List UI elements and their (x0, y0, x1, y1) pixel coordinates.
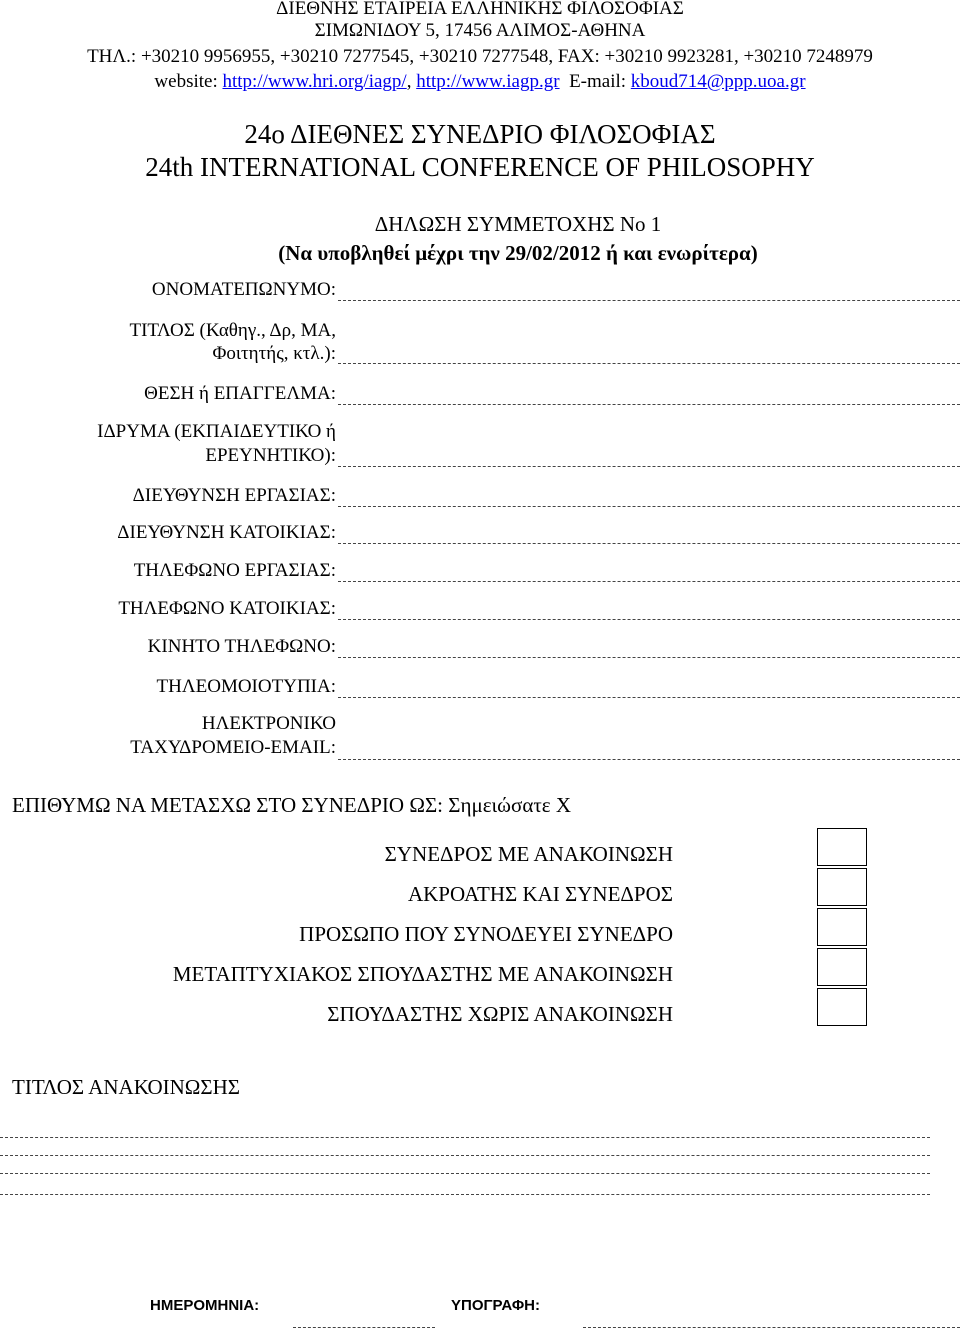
signature-line[interactable] (583, 1327, 960, 1328)
field-label-fax: ΤΗΛΕΟΜΟΙΟΤΥΠΙΑ: (156, 676, 336, 697)
email-link[interactable]: kboud714@ppp.uoa.gr (630, 71, 806, 92)
field-label-email-line1: ΗΛΕΚΤΡΟΝΙΚΟ (201, 713, 336, 734)
field-label-institution-line1: ΙΔΡΥΜΑ (ΕΚΠΑΙΔΕΥΤΙΚΟ ή (97, 421, 336, 442)
paper-title-label: ΤΙΤΛΟΣ ΑΝΑΚΟΙΝΩΣΗΣ (12, 1075, 240, 1099)
form-title: ΔΗΛΩΣΗ ΣΥΜΜΕΤΟΧΗΣ Νο 1 (374, 212, 662, 236)
field-line-position[interactable] (338, 404, 960, 405)
field-label-mobile-phone: ΚΙΝΗΤΟ ΤΗΛΕΦΩΝΟ: (147, 636, 336, 657)
field-label-email-line2: ΤΑΧΥΔΡΟΜΕΙΟ-EMAIL: (130, 737, 336, 758)
option-label-postgrad-with-paper: ΜΕΤΑΠΤΥΧΙΑΚΟΣ ΣΠΟΥΔΑΣΤΗΣ ΜΕ ΑΝΑΚΟΙΝΩΣΗ (172, 962, 673, 986)
field-label-home-address: ΔΙΕΥΘΥΝΣΗ ΚΑΤΟΙΚΙΑΣ: (117, 522, 336, 543)
conference-title-english: 24th INTERNATIONAL CONFERENCE OF PHILOSOPHY (145, 152, 815, 182)
paper-title-line-4[interactable] (0, 1194, 930, 1195)
field-label-work-phone: ΤΗΛΕΦΩΝΟ ΕΡΓΑΣΙΑΣ: (133, 560, 336, 581)
link-separator: , (406, 71, 412, 92)
org-contact-line (0, 71, 960, 93)
field-label-position: ΘΕΣΗ ή ΕΠΑΓΓΕΛΜΑ: (144, 383, 336, 404)
field-line-fax[interactable] (338, 697, 960, 698)
org-phones: ΤΗΛ.: +30210 9956955, +30210 7277545, +30210 7277548, FAX: +30210 9923281, +30210 7248979 (87, 46, 873, 67)
field-line-work-phone[interactable] (338, 581, 960, 582)
field-label-home-phone: ΤΗΛΕΦΩΝΟ ΚΑΤΟΙΚΙΑΣ: (118, 598, 336, 619)
website-link-iagp[interactable]: http://www.iagp.gr (416, 71, 560, 92)
website-label: website: (154, 71, 218, 92)
checkbox-listener-delegate[interactable] (817, 868, 867, 906)
date-label: ΗΜΕΡΟΜΗΝΙΑ: (150, 1297, 260, 1314)
checkbox-postgrad-with-paper[interactable] (817, 948, 867, 986)
field-line-institution[interactable] (338, 466, 960, 467)
option-label-delegate-with-paper: ΣΥΝΕΔΡΟΣ ΜΕ ΑΝΑΚΟΙΝΩΣΗ (384, 842, 673, 866)
field-line-full-name[interactable] (338, 300, 960, 301)
checkbox-companion[interactable] (817, 908, 867, 946)
conference-title-greek: 24ο ΔΙΕΘΝΕΣ ΣΥΝΕΔΡΙΟ ΦΙΛΟΣΟΦΙΑΣ (244, 119, 716, 149)
participation-prompt: ΕΠΙΘΥΜΩ ΝΑ ΜΕΤΑΣΧΩ ΣΤΟ ΣΥΝΕΔΡΙΟ ΩΣ: Σημειώσατε Χ (12, 793, 572, 817)
paper-title-line-3[interactable] (0, 1173, 930, 1174)
option-label-student-without-paper: ΣΠΟΥΔΑΣΤΗΣ ΧΩΡΙΣ ΑΝΑΚΟΙΝΩΣΗ (327, 1002, 673, 1026)
email-label: E-mail: (569, 71, 627, 92)
org-name: ΔΙΕΘΝΗΣ ΕΤΑΙΡΕΙΑ ΕΛΛΗΝΙΚΗΣ ΦΙΛΟΣΟΦΙΑΣ (276, 0, 684, 19)
field-label-full-name: ΟΝΟΜΑΤΕΠΩΝΥΜΟ: (151, 279, 336, 300)
field-line-title[interactable] (338, 363, 960, 364)
org-address: ΣΙΜΩΝΙΔΟΥ 5, 17456 ΑΛΙΜΟΣ-ΑΘΗΝΑ (314, 20, 646, 41)
field-label-work-address: ΔΙΕΥΘΥΝΣΗ ΕΡΓΑΣΙΑΣ: (132, 485, 336, 506)
field-line-email[interactable] (338, 759, 960, 760)
field-line-work-address[interactable] (338, 506, 960, 507)
option-label-listener-delegate: ΑΚΡΟΑΤΗΣ ΚΑΙ ΣΥΝΕΔΡΟΣ (407, 882, 673, 906)
checkbox-delegate-with-paper[interactable] (817, 828, 867, 866)
field-line-home-phone[interactable] (338, 619, 960, 620)
website-link-hri[interactable]: http://www.hri.org/iagp/ (222, 71, 407, 92)
field-label-title-line1: ΤΙΤΛΟΣ (Καθηγ., Δρ, ΜΑ, (129, 320, 336, 341)
field-label-title-line2: Φοιτητής, κτλ.): (212, 343, 336, 364)
signature-label: ΥΠΟΓΡΑΦΗ: (451, 1297, 540, 1314)
form-deadline: (Να υποβληθεί μέχρι την 29/02/2012 ή και ενωρίτερα) (278, 241, 758, 265)
paper-title-line-2[interactable] (0, 1155, 930, 1156)
field-line-mobile-phone[interactable] (338, 657, 960, 658)
field-label-institution-line2: ΕΡΕΥΝΗΤΙΚΟ): (205, 445, 336, 466)
option-label-companion: ΠΡΟΣΩΠΟ ΠΟΥ ΣΥΝΟΔΕΥΕΙ ΣΥΝΕΔΡΟ (299, 922, 673, 946)
field-line-home-address[interactable] (338, 543, 960, 544)
date-line[interactable] (293, 1327, 435, 1328)
paper-title-line-1[interactable] (0, 1137, 930, 1138)
checkbox-student-without-paper[interactable] (817, 988, 867, 1026)
